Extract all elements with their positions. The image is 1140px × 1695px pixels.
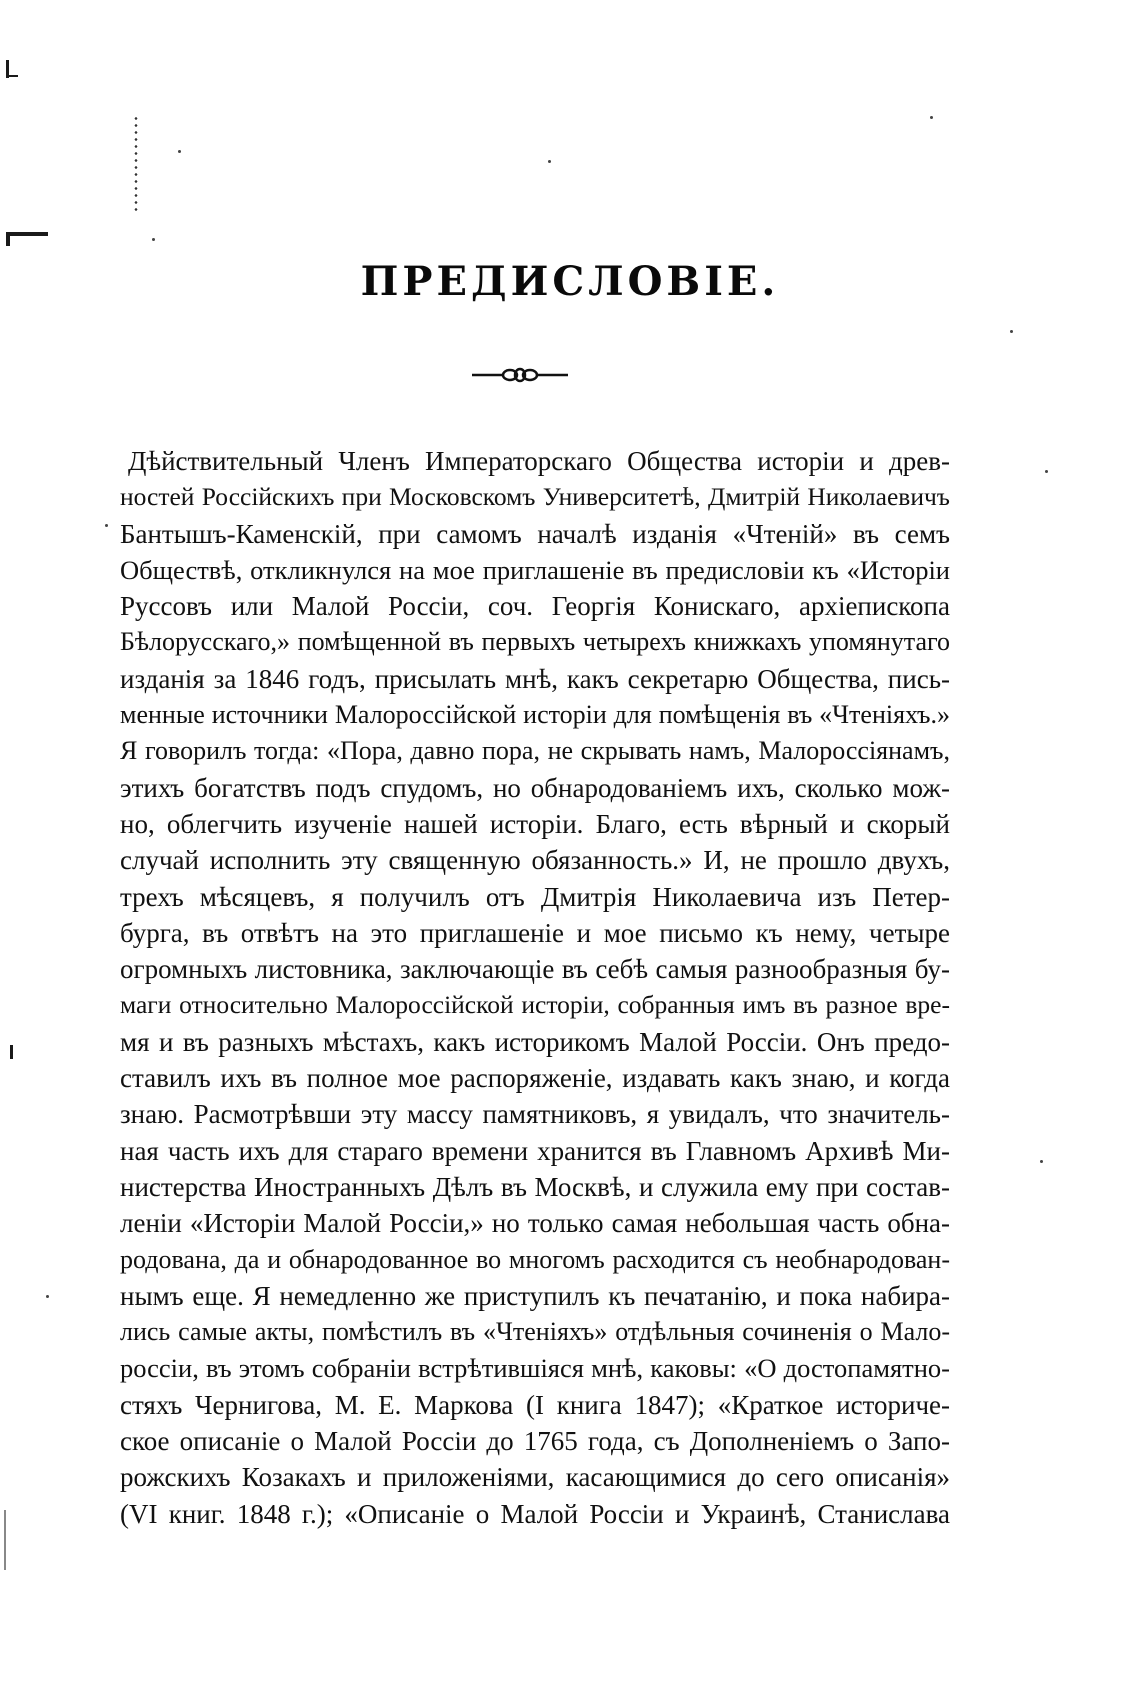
text-line: менные источники Малороссійской исторіи для помѣщенія въ «Чтеніяхъ.» bbox=[120, 700, 950, 730]
text-line: Бантышъ-Каменскій, при самомъ началѣ изданія «Чтеній» въ семъ bbox=[120, 518, 950, 549]
text-line: этихъ богатствъ подъ спудомъ, но обнародованіемъ ихъ, сколько мож- bbox=[120, 772, 950, 803]
text-line: случай исполнить эту священную обязанность.» И, не прошло двухъ, bbox=[120, 845, 950, 876]
text-line: Бѣлорусскаго,» помѣщенной въ первыхъ четырехъ книжкахъ упомянутаго bbox=[120, 627, 950, 657]
text-line: Я говорилъ тогда: «Пора, давно пора, не скрывать намъ, Малороссіянамъ, bbox=[120, 736, 950, 766]
text-line: родована, да и обнародованное во многомъ расходится съ необнародован- bbox=[120, 1244, 950, 1274]
text-line: ная часть ихъ для стараго времени хранится въ Главномъ Архивѣ Ми- bbox=[120, 1135, 950, 1166]
text-line: нымъ еще. Я немедленно же приступилъ къ печатанію, и пока набира- bbox=[120, 1280, 950, 1311]
text-line: (VI книг. 1848 г.); «Описаніе о Малой Россіи и Украинѣ, Станислава bbox=[120, 1498, 950, 1529]
text-line: Руссовъ или Малой Россіи, соч. Георгія Конискаго, архіепископа bbox=[120, 591, 950, 622]
text-line: бурга, въ отвѣтъ на это приглашеніе и мое письмо къ нему, четыре bbox=[120, 917, 950, 948]
text-line: стяхъ Чернигова, М. Е. Маркова (I книга 1847); «Краткое историче- bbox=[120, 1389, 950, 1420]
text-line: мя и въ разныхъ мѣстахъ, какъ историкомъ Малой Россіи. Онъ предо- bbox=[120, 1026, 950, 1057]
scan-artifact-left-bar-stub bbox=[6, 232, 10, 246]
text-line: изданія за 1846 годъ, присылать мнѣ, какъ секретарю Общества, пись- bbox=[120, 663, 950, 694]
scan-artifact-left-bar bbox=[6, 232, 48, 236]
text-line: рожскихъ Козакахъ и приложеніями, касающимися до сего описанія» bbox=[120, 1462, 950, 1493]
scan-speck bbox=[46, 1295, 49, 1298]
scan-speck bbox=[548, 160, 551, 163]
text-line: огромныхъ листовника, заключающіе въ себѣ самыя разнообразныя бу- bbox=[120, 954, 950, 985]
scan-speck bbox=[105, 524, 108, 527]
scan-speck bbox=[1045, 470, 1048, 473]
text-line: россіи, въ этомъ собраніи встрѣтившіяся мнѣ, каковы: «О достопамятно- bbox=[120, 1353, 950, 1384]
scan-speck bbox=[152, 238, 155, 241]
text-line: ставилъ ихъ въ полное мое распоряженіе, издавать какъ знаю, и когда bbox=[120, 1063, 950, 1094]
text-line: лись самые акты, помѣстилъ въ «Чтеніяхъ» отдѣльныя сочиненія о Мало- bbox=[120, 1317, 950, 1347]
scan-artifact-dotted-column bbox=[134, 115, 138, 215]
text-line: Обществѣ, откликнулся на мое приглашеніе въ предисловіи къ «Исторіи bbox=[120, 554, 950, 585]
text-line: ское описаніе о Малой Россіи до 1765 года, съ Дополненіемъ о Запо- bbox=[120, 1426, 950, 1457]
text-line: Дѣйствительный Членъ Императорскаго Общества исторіи и древ- bbox=[128, 446, 950, 476]
text-line: знаю. Расмотрѣвши эту массу памятниковъ, я увидалъ, что значитель- bbox=[120, 1099, 950, 1130]
scan-artifact-left-edge bbox=[4, 1510, 6, 1570]
scan-speck bbox=[930, 116, 933, 119]
text-line: но, облегчить изученіе нашей исторіи. Благо, есть вѣрный и скорый bbox=[120, 808, 950, 839]
text-line: маги относительно Малороссійской исторіи, собранныя имъ въ разное вре- bbox=[120, 990, 950, 1020]
text-line: трехъ мѣсяцевъ, я получилъ отъ Дмитрія Николаевича изъ Петер- bbox=[120, 881, 950, 912]
text-line: леніи «Исторіи Малой Россіи,» но только самая небольшая часть обна- bbox=[120, 1208, 950, 1239]
ornament-divider-icon bbox=[472, 362, 568, 388]
text-line: ностей Россійскихъ при Московскомъ Университетѣ, Дмитрій Николаевичъ bbox=[120, 482, 950, 512]
scan-speck bbox=[1010, 330, 1013, 333]
scan-artifact-bracket bbox=[10, 1045, 13, 1059]
scan-speck bbox=[178, 150, 181, 153]
scan-speck bbox=[1040, 1160, 1043, 1163]
text-line: нистерства Иностранныхъ Дѣлъ въ Москвѣ, и служила ему при состав- bbox=[120, 1171, 950, 1202]
scan-artifact-tick bbox=[6, 75, 18, 77]
preface-paragraph bbox=[120, 443, 950, 1532]
page-title: ПРЕДИСЛОВІЕ. bbox=[360, 258, 780, 305]
